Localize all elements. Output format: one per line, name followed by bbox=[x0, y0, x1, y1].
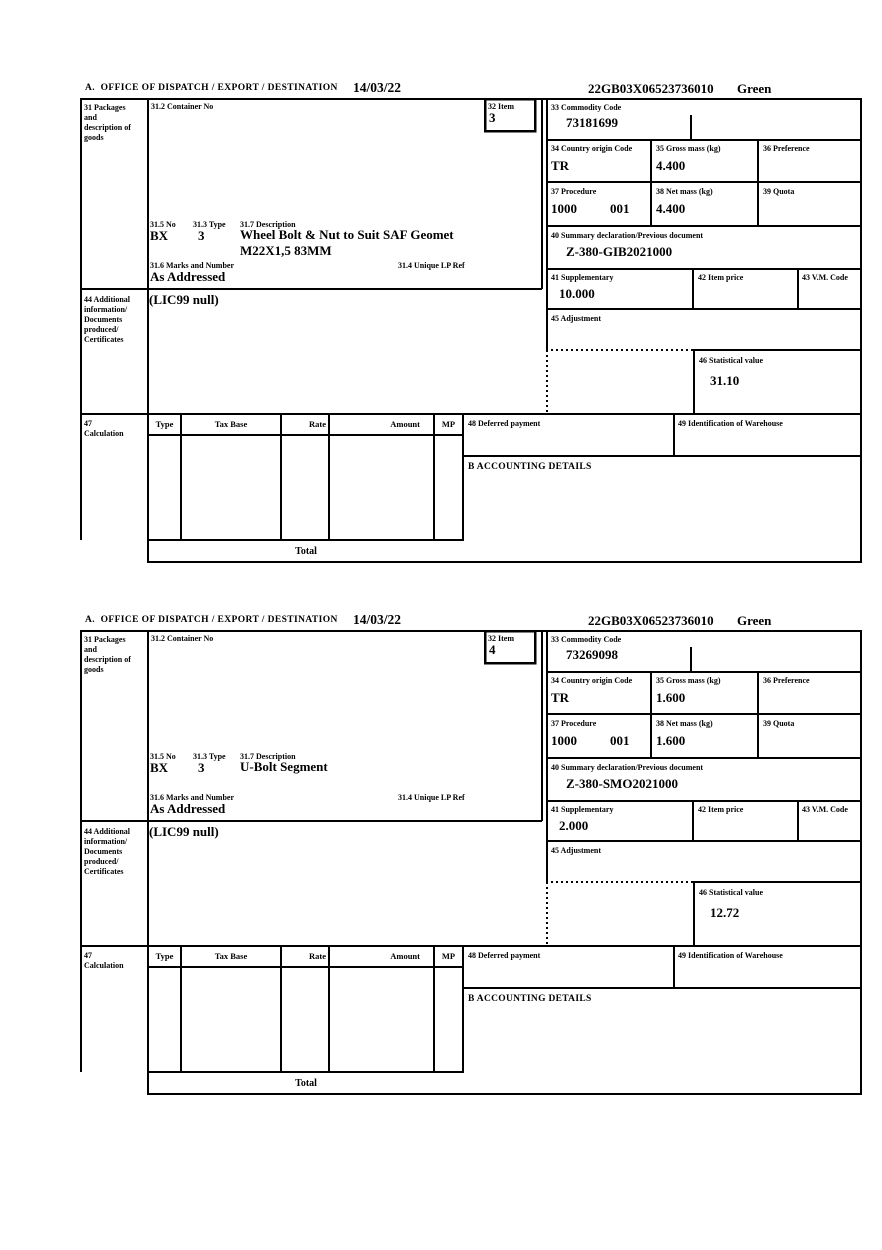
additional-info-label: 44 Additional information/ Documents produced/ Certificates bbox=[84, 295, 131, 344]
statistical-value-value: 31.10 bbox=[710, 373, 740, 388]
additional-info-value: (LIC99 null) bbox=[149, 824, 219, 839]
declaration-reference: 22GB03X06523736010 bbox=[588, 613, 714, 628]
procedure-value: 1000 bbox=[551, 733, 577, 748]
procedure-ext-value: 001 bbox=[610, 201, 630, 216]
item-form bbox=[80, 630, 862, 1096]
commodity-code-value: 73269098 bbox=[566, 647, 618, 662]
form-border-grid bbox=[80, 98, 862, 564]
dispatch-date: 14/03/22 bbox=[353, 612, 402, 627]
adjustment-label: 45 Adjustment bbox=[551, 314, 602, 323]
marks-number-value: As Addressed bbox=[150, 801, 226, 816]
item-price-label: 42 Item price bbox=[698, 273, 744, 282]
supplementary-value: 10.000 bbox=[559, 286, 595, 301]
commodity-code-label: 33 Commodity Code bbox=[551, 103, 622, 112]
gross-mass-value: 1.600 bbox=[656, 690, 686, 705]
quota-label: 39 Quota bbox=[763, 187, 795, 196]
accounting-details-label: B ACCOUNTING DETAILS bbox=[468, 994, 592, 1004]
marks-number-value: As Addressed bbox=[150, 269, 226, 284]
calc-col-rate: Rate bbox=[309, 951, 326, 961]
supplementary-value: 2.000 bbox=[559, 818, 589, 833]
routing-status: Green bbox=[737, 613, 772, 628]
form-border-grid bbox=[80, 630, 862, 1096]
commodity-code-value: 73181699 bbox=[566, 115, 618, 130]
declaration-reference: 22GB03X06523736010 bbox=[588, 81, 714, 96]
item-number-value: 3 bbox=[489, 110, 496, 125]
net-mass-label: 38 Net mass (kg) bbox=[656, 187, 713, 196]
vm-code-label: 43 V.M. Code bbox=[802, 805, 848, 814]
package-type-label: 31.3 Type bbox=[193, 752, 226, 761]
net-mass-label: 38 Net mass (kg) bbox=[656, 719, 713, 728]
additional-info-label: 44 Additional information/ Documents produced/ Certificates bbox=[84, 827, 131, 876]
calc-col-amount: Amount bbox=[390, 951, 420, 961]
item-sheet-2 bbox=[0, 612, 882, 1144]
calc-col-tax-base: Tax Base bbox=[214, 419, 248, 429]
previous-document-value: Z-380-GIB2021000 bbox=[566, 244, 673, 259]
goods-description-value: U-Bolt Segment bbox=[240, 759, 328, 774]
calculation-label: 47 Calculation bbox=[84, 419, 124, 438]
quota-label: 39 Quota bbox=[763, 719, 795, 728]
item-number-label: 32 Item bbox=[488, 634, 514, 643]
accounting-details-label: B ACCOUNTING DETAILS bbox=[468, 462, 592, 472]
calc-col-type: Type bbox=[155, 951, 174, 961]
country-origin-value: TR bbox=[551, 158, 570, 173]
deferred-payment-label: 48 Deferred payment bbox=[468, 951, 541, 960]
description-label: 31.7 Description bbox=[240, 752, 296, 761]
net-mass-value: 4.400 bbox=[656, 201, 686, 216]
country-origin-label: 34 Country origin Code bbox=[551, 144, 633, 153]
statistical-value-label: 46 Statistical value bbox=[699, 888, 763, 897]
procedure-ext-value: 001 bbox=[610, 733, 630, 748]
item-price-label: 42 Item price bbox=[698, 805, 744, 814]
country-origin-label: 34 Country origin Code bbox=[551, 676, 633, 685]
dispatch-date: 14/03/22 bbox=[353, 80, 402, 95]
vm-code-label: 43 V.M. Code bbox=[802, 273, 848, 282]
calc-col-type: Type bbox=[155, 419, 174, 429]
calc-col-amount: Amount bbox=[390, 419, 420, 429]
office-of-dispatch-label: A. OFFICE OF DISPATCH / EXPORT / DESTINATION bbox=[85, 615, 338, 625]
preference-label: 36 Preference bbox=[763, 144, 810, 153]
container-no-label: 31.2 Container No bbox=[151, 634, 214, 643]
gross-mass-label: 35 Gross mass (kg) bbox=[656, 676, 721, 685]
description-label: 31.7 Description bbox=[240, 220, 296, 229]
calc-col-rate: Rate bbox=[309, 419, 326, 429]
unique-lp-ref-label: 31.4 Unique LP Ref bbox=[398, 793, 465, 802]
procedure-label: 37 Procedure bbox=[551, 187, 597, 196]
office-of-dispatch-label: A. OFFICE OF DISPATCH / EXPORT / DESTINATION bbox=[85, 83, 338, 93]
additional-info-value: (LIC99 null) bbox=[149, 292, 219, 307]
container-no-label: 31.2 Container No bbox=[151, 102, 214, 111]
item-number-label: 32 Item bbox=[488, 102, 514, 111]
item-sheet-1 bbox=[0, 80, 882, 612]
package-no-label: 31.5 No bbox=[150, 752, 176, 761]
supplementary-label: 41 Supplementary bbox=[551, 273, 614, 282]
deferred-payment-label: 48 Deferred payment bbox=[468, 419, 541, 428]
procedure-label: 37 Procedure bbox=[551, 719, 597, 728]
previous-document-label: 40 Summary declaration/Previous document bbox=[551, 231, 704, 240]
total-label: Total bbox=[295, 546, 317, 557]
previous-document-value: Z-380-SMO2021000 bbox=[566, 776, 678, 791]
packages-description-label: 31 Packages and description of goods bbox=[84, 103, 131, 142]
calc-col-mp: MP bbox=[441, 419, 456, 429]
package-type-label: 31.3 Type bbox=[193, 220, 226, 229]
gross-mass-value: 4.400 bbox=[656, 158, 686, 173]
statistical-value-label: 46 Statistical value bbox=[699, 356, 763, 365]
country-origin-value: TR bbox=[551, 690, 570, 705]
calc-col-tax-base: Tax Base bbox=[214, 951, 248, 961]
supplementary-label: 41 Supplementary bbox=[551, 805, 614, 814]
calculation-label: 47 Calculation bbox=[84, 951, 124, 970]
package-type-value: 3 bbox=[198, 228, 205, 243]
warehouse-id-label: 49 Identification of Warehouse bbox=[678, 951, 783, 960]
procedure-value: 1000 bbox=[551, 201, 577, 216]
package-no-label: 31.5 No bbox=[150, 220, 176, 229]
calc-col-mp: MP bbox=[441, 951, 456, 961]
item-number-value: 4 bbox=[489, 642, 496, 657]
commodity-code-label: 33 Commodity Code bbox=[551, 635, 622, 644]
previous-document-label: 40 Summary declaration/Previous document bbox=[551, 763, 704, 772]
statistical-value-value: 12.72 bbox=[710, 905, 740, 920]
package-type-value: 3 bbox=[198, 760, 205, 775]
net-mass-value: 1.600 bbox=[656, 733, 686, 748]
marks-number-label: 31.6 Marks and Number bbox=[150, 261, 235, 270]
package-no-value: BX bbox=[150, 228, 169, 243]
warehouse-id-label: 49 Identification of Warehouse bbox=[678, 419, 783, 428]
goods-description-value: Wheel Bolt & Nut to Suit SAF Geomet M22X1,5 83MM bbox=[240, 227, 454, 258]
routing-status: Green bbox=[737, 81, 772, 96]
packages-description-label: 31 Packages and description of goods bbox=[84, 635, 131, 674]
item-form bbox=[80, 98, 862, 564]
unique-lp-ref-label: 31.4 Unique LP Ref bbox=[398, 261, 465, 270]
adjustment-label: 45 Adjustment bbox=[551, 846, 602, 855]
total-label: Total bbox=[295, 1078, 317, 1089]
preference-label: 36 Preference bbox=[763, 676, 810, 685]
gross-mass-label: 35 Gross mass (kg) bbox=[656, 144, 721, 153]
package-no-value: BX bbox=[150, 760, 169, 775]
marks-number-label: 31.6 Marks and Number bbox=[150, 793, 235, 802]
